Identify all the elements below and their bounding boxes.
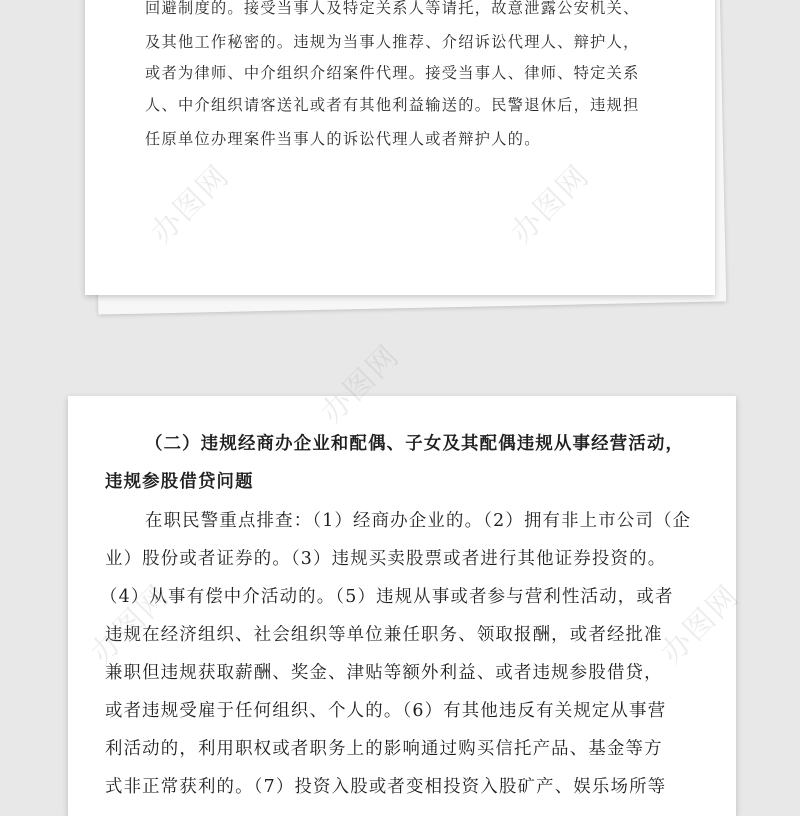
section-heading-line-2: 违规参股借贷问题 [105, 472, 254, 492]
page1-line-2: 及其他工作秘密的。违规为当事人推荐、介绍诉讼代理人、辩护人， [145, 33, 640, 51]
page1-line-1: 回避制度的。接受当事人及特定关系人等请托，故意泄露公安机关、 [145, 0, 640, 17]
page1-line-3: 或者为律师、中介组织介绍案件代理。接受当事人、律师、特定关系 [145, 64, 640, 82]
page1-line-5: 任原单位办理案件当事人的诉讼代理人或者辩护人的。 [145, 130, 541, 148]
page2-line-6: 或者违规受雇于任何组织、个人的。（6）有其他违反有关规定从事营 [105, 701, 667, 721]
section-heading-line-1: （二）违规经商办企业和配偶、子女及其配偶违规从事经营活动， [145, 434, 685, 454]
page2-line-8: 式非正常获利的。（7）投资入股或者变相投资入股矿产、娱乐场所等 [105, 777, 667, 797]
page2-line-2: 业）股份或者证券的。（3）违规买卖股票或者进行其他证券投资的。 [105, 549, 667, 569]
page2-line-4: 违规在经济组织、社会组织等单位兼任职务、领取报酬，或者经批准 [105, 625, 663, 645]
page2-line-5: 兼职但违规获取薪酬、奖金、津贴等额外利益、或者违规参股借贷， [105, 663, 663, 683]
page2-line-7: 利活动的，利用职权或者职务上的影响通过购买信托产品、基金等方 [105, 739, 663, 759]
watermark: 办图网 [314, 338, 407, 431]
page1-line-4: 人、中介组织请客送礼或者有其他利益输送的。民警退休后，违规担 [145, 96, 640, 114]
page2-line-1: 在职民警重点排查：（1）经商办企业的。（2）拥有非上市公司（企 [145, 511, 692, 531]
page2-line-3: （4）从事有偿中介活动的。（5）违规从事或者参与营利性活动，或者 [100, 587, 674, 607]
